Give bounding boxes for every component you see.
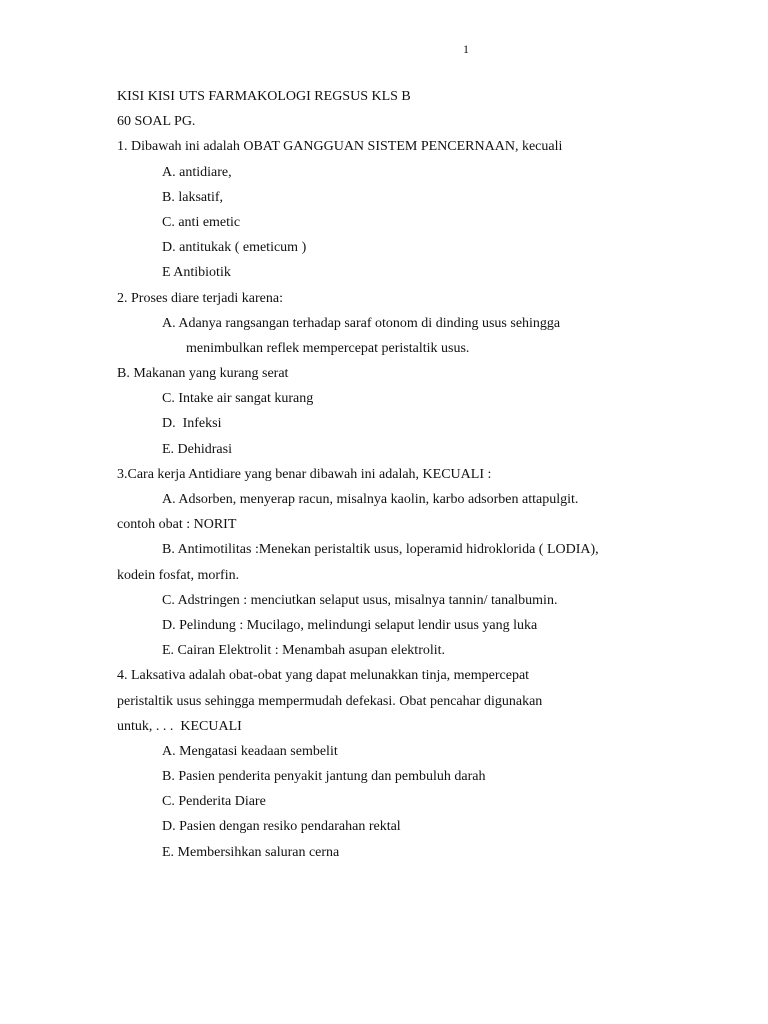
question-line: B. Makanan yang kurang serat xyxy=(117,366,289,382)
page-number: 1 xyxy=(463,42,469,56)
answer-option: A. Adsorben, menyerap racun, misalnya kaolin, karbo adsorben attapulgit. xyxy=(162,492,579,507)
document-subtitle: 60 SOAL PG. xyxy=(117,114,196,130)
answer-option: B. Pasien penderita penyakit jantung dan pembuluh darah xyxy=(162,769,486,785)
answer-option: D. antitukak ( emeticum ) xyxy=(162,240,307,256)
answer-option: A. Adanya rangsangan terhadap saraf otonom di dinding usus sehingga xyxy=(162,315,561,331)
answer-option: D. Pasien dengan resiko pendarahan rektal xyxy=(162,819,401,835)
answer-option: C. Adstringen : menciutkan selaput usus, misalnya tannin/ tanalbumin. xyxy=(162,592,558,608)
question-line: 4. Laksativa adalah obat-obat yang dapat melunakkan tinja, mempercepat xyxy=(117,668,530,684)
answer-option: menimbulkan reflek mempercepat peristaltik usus. xyxy=(186,340,470,356)
answer-option: E. Cairan Elektrolit : Menambah asupan elektrolit. xyxy=(162,643,446,659)
answer-option: E. Dehidrasi xyxy=(162,441,232,457)
question-line: untuk, . . . KECUALI xyxy=(117,718,242,734)
document-title: KISI KISI UTS FARMAKOLOGI REGSUS KLS B xyxy=(117,89,411,104)
answer-option: E Antibiotik xyxy=(162,265,231,281)
question-line: 1. Dibawah ini adalah OBAT GANGGUAN SISTEM PENCERNAAN, kecuali xyxy=(117,139,563,155)
answer-option: B. laksatif, xyxy=(162,189,224,205)
answer-option: A. Mengatasi keadaan sembelit xyxy=(162,743,338,759)
question-line: 3.Cara kerja Antidiare yang benar dibawah ini adalah, KECUALI : xyxy=(117,466,492,482)
question-list xyxy=(117,134,737,864)
question-line: peristaltik usus sehingga mempermudah defekasi. Obat pencahar digunakan xyxy=(117,693,543,709)
answer-option: B. Antimotilitas :Menekan peristaltik usus, loperamid hidroklorida ( LODIA), xyxy=(162,542,599,558)
document-body xyxy=(117,84,737,865)
question-line: contoh obat : NORIT xyxy=(117,517,237,533)
answer-option: D. Infeksi xyxy=(162,416,222,432)
question-line: kodein fosfat, morfin. xyxy=(117,567,240,583)
answer-option: C. Penderita Diare xyxy=(162,794,266,810)
answer-option: D. Pelindung : Mucilago, melindungi selaput lendir usus yang luka xyxy=(162,617,538,633)
question-line: 2. Proses diare terjadi karena: xyxy=(117,290,283,306)
answer-option: C. Intake air sangat kurang xyxy=(162,391,314,407)
answer-option: E. Membersihkan saluran cerna xyxy=(162,844,340,860)
answer-option: A. antidiare, xyxy=(162,164,232,180)
answer-option: C. anti emetic xyxy=(162,214,241,230)
